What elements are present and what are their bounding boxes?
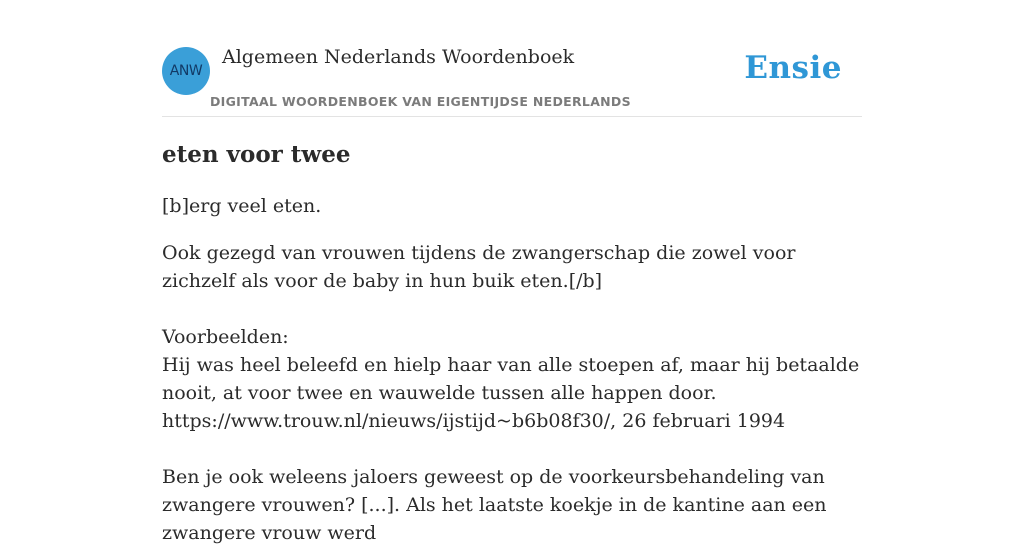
ensie-brand-logo[interactable]: Ensie <box>744 50 842 86</box>
logo-text: ANW <box>169 63 203 79</box>
entry-body-text: Ook gezegd van vrouwen tijdens de zwangerschap die zowel voor zichzelf als voor de baby in hun buik eten.[/b] Voorbeelden: Hij was heel beleefd en hielp haar van alle stoepen af, maar hij betaalde nooit, at voor twee en wauwelde tussen alle happen door. https://www.trouw.nl/nieuws/ijstijd~b6b08f30/, 26 februari 1994 Ben je ook weleens jaloers geweest op de voorkeursbehandeling van zwangere vrouwen? [...]. Als het laatste koekje in de kantine aan een zwangere vrouw werd <box>162 242 860 544</box>
site-subtitle: DIGITAAL WOORDENBOEK VAN EIGENTIJDSE NEDERLANDS <box>210 94 631 109</box>
entry-content <box>162 140 862 547</box>
site-header <box>162 0 862 117</box>
entry-short-definition: [b]erg veel eten. <box>162 195 322 217</box>
site-title[interactable]: Algemeen Nederlands Woordenboek <box>222 46 575 68</box>
entry-term: eten voor twee <box>162 141 351 168</box>
anw-logo[interactable] <box>162 47 210 95</box>
